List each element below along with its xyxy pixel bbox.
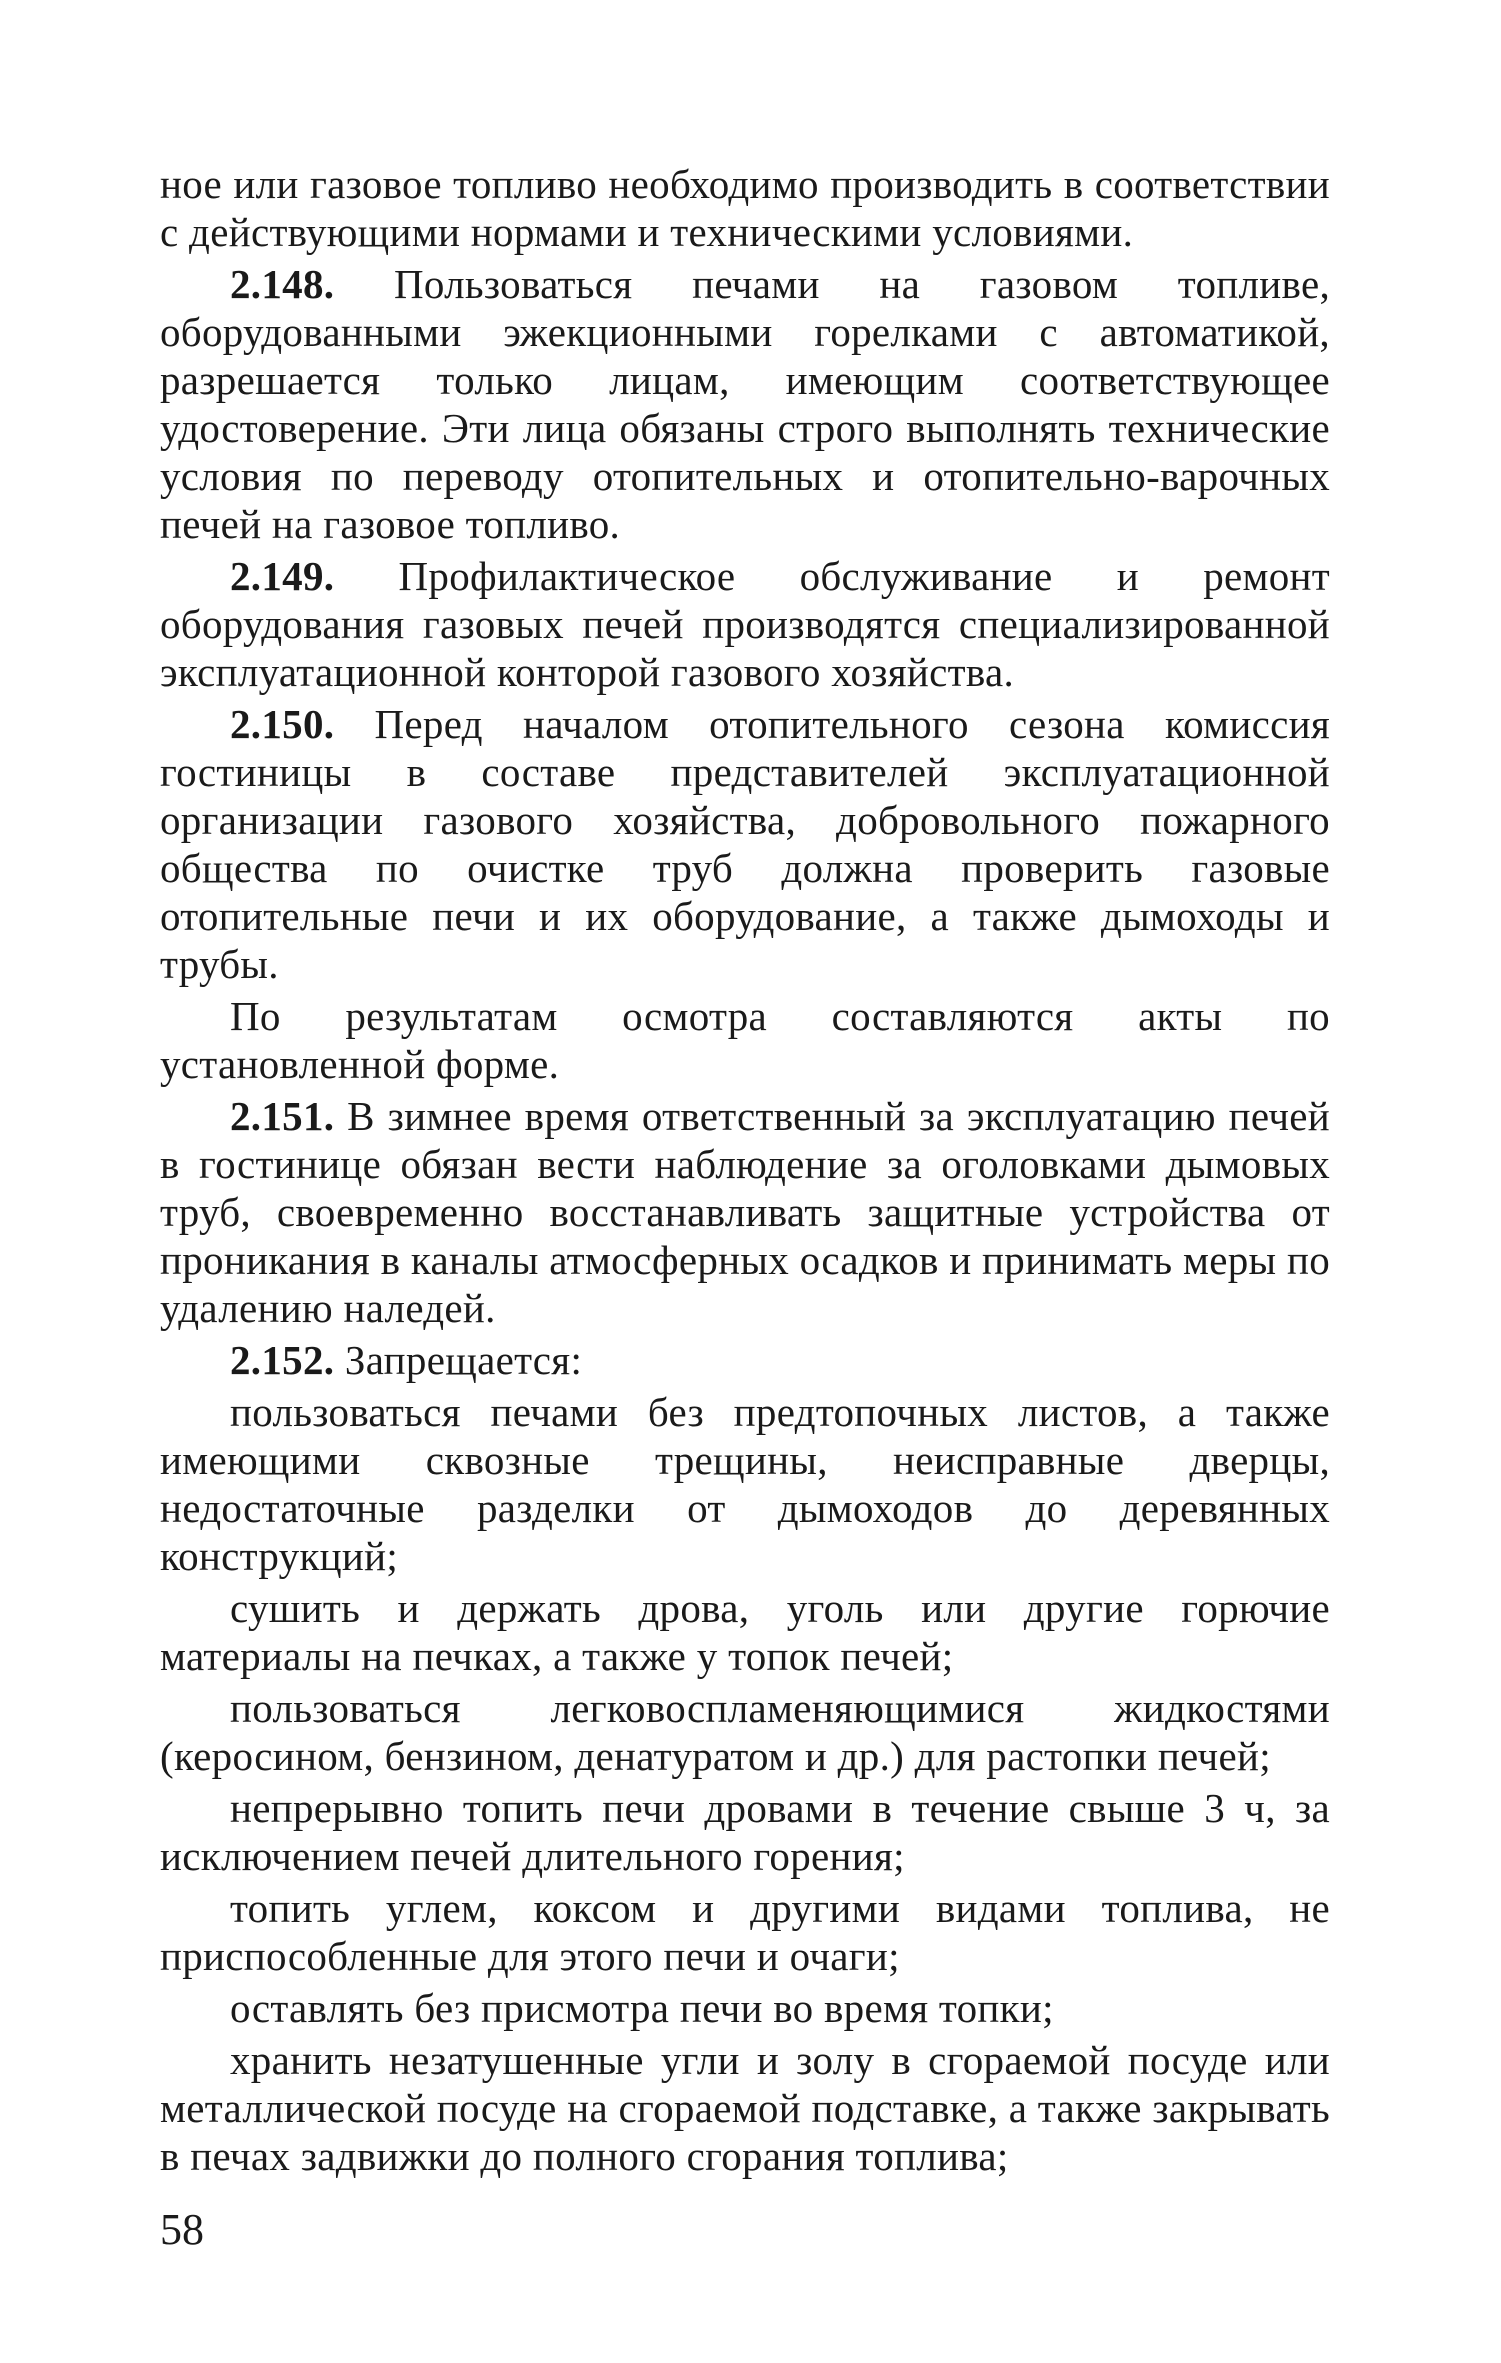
list-item-prohibition: оставлять без присмотра печи во время топки; <box>230 1985 1054 2031</box>
page-body <box>160 160 1330 2184</box>
paragraph-2-148: 2.148. Пользоваться печами на газовом топливе, оборудованными эжекционными горелками с автоматикой, разрешается только лицам, имеющим соответствующее удостоверение. Эти лица обязаны строго выполнять технические условия по переводу отопительных и отопительно-варочных печей на газовое топливо. <box>160 261 1330 547</box>
list-item-prohibition: топить углем, коксом и другими видами топлива, не приспособленные для этого печи и очаги; <box>160 1885 1330 1979</box>
paragraph-2-149: 2.149. Профилактическое обслуживание и ремонт оборудования газовых печей производятся специализированной эксплуатационной конторой газового хозяйства. <box>160 553 1330 695</box>
paragraph-2-150: 2.150. Перед началом отопительного сезона комиссия гостиницы в составе представителей эксплуатационной организации газового хозяйства, добровольного пожарного общества по очистке труб должна проверить газовые отопительные печи и их оборудование, а также дымоходы и трубы. <box>160 701 1330 987</box>
list-item-prohibition: пользоваться печами без предтопочных листов, а также имеющими сквозные трещины, неисправные дверцы, недостаточные разделки от дымоходов до деревянных конструкций; <box>160 1389 1330 1579</box>
paragraph-2-151: 2.151. В зимнее время ответственный за эксплуатацию печей в гостинице обязан вести наблюдение за оголовками дымовых труб, своевременно восстанавливать защитные устройства от проникания в каналы атмосферных осадков и принимать меры по удалению наледей. <box>160 1093 1330 1331</box>
list-item-prohibition: пользоваться легковоспламеняющимися жидкостями (керосином, бензином, денатуратом и др.) для растопки печей; <box>160 1685 1330 1779</box>
paragraph-2-152: 2.152. Запрещается: <box>230 1337 583 1383</box>
paragraph-inspection-acts: По результатам осмотра составляются акты по установленной форме. <box>160 993 1330 1087</box>
list-item-prohibition: сушить и держать дрова, уголь или другие горючие материалы на печках, а также у топок печей; <box>160 1585 1330 1679</box>
list-item-prohibition: непрерывно топить печи дровами в течение свыше 3 ч, за исключением печей длительного горения; <box>160 1785 1330 1879</box>
list-item-prohibition: хранить незатушенные угли и золу в сгораемой посуде или металлической посуде на сгораемой подставке, а также закрывать в печах задвижки до полного сгорания топлива; <box>160 2037 1330 2179</box>
paragraph-continuation: ное или газовое топливо необходимо производить в соответствии с действующими нормами и техническими условиями. <box>160 161 1330 255</box>
page-number: 58 <box>160 2205 204 2254</box>
